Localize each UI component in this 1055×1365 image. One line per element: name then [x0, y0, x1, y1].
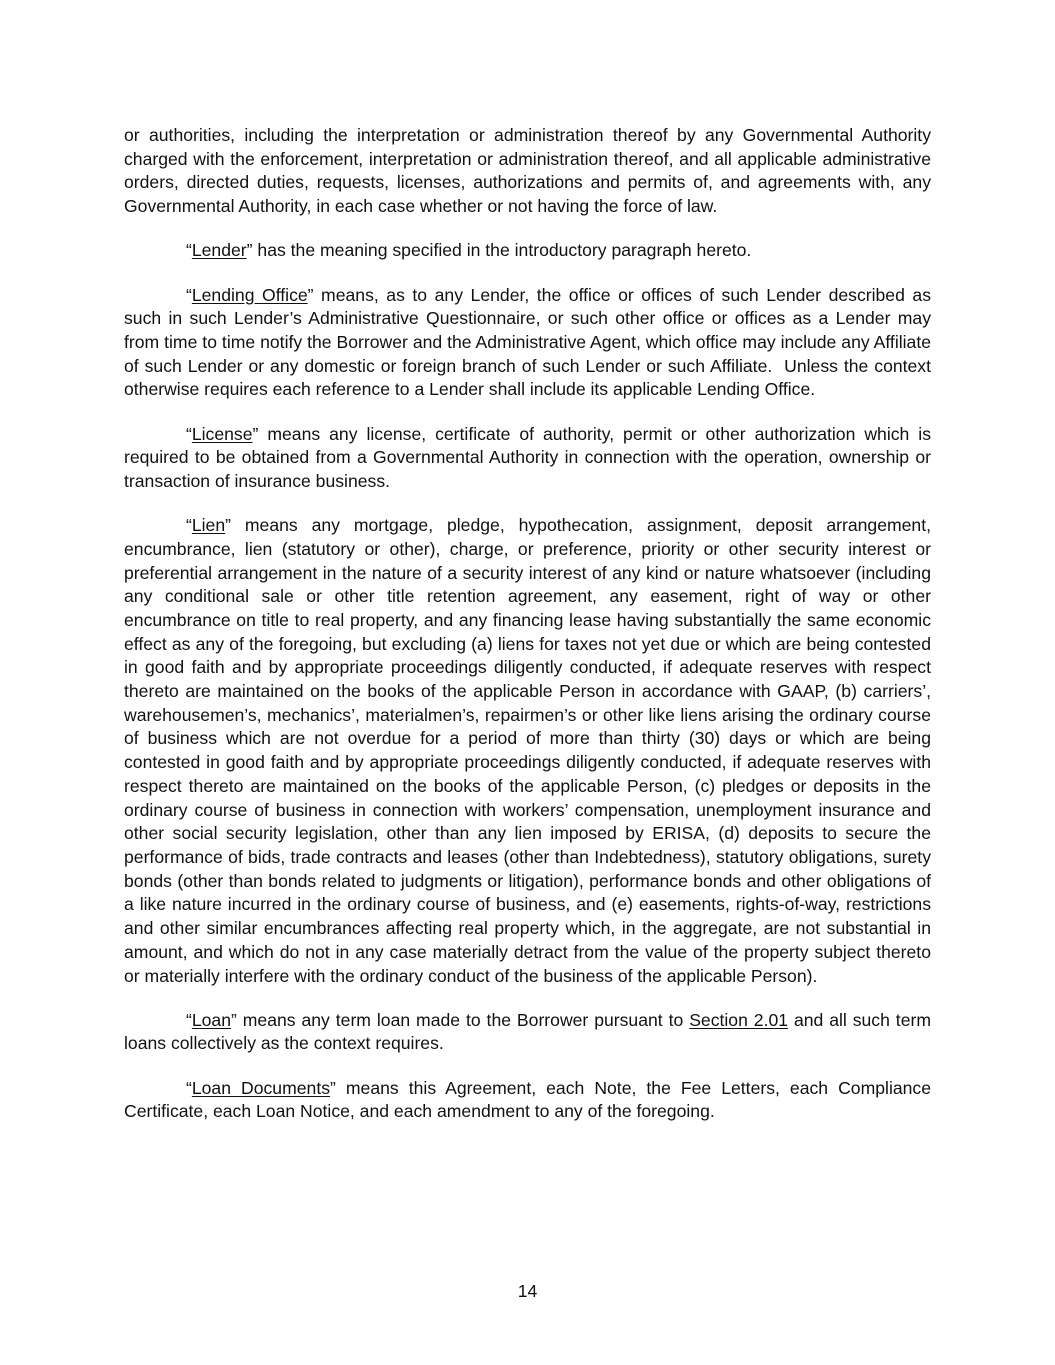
- page-content: [124, 124, 936, 1145]
- close-quote: ”: [225, 515, 231, 536]
- close-quote: ”: [252, 423, 259, 444]
- definition-loan-documents: [124, 1077, 931, 1124]
- open-quote: “: [186, 1077, 192, 1098]
- close-quote: ”: [307, 284, 314, 305]
- open-quote: “: [186, 1009, 192, 1030]
- definition-loan: [124, 1009, 931, 1056]
- open-quote: “: [186, 284, 192, 305]
- definition-text: means any term loan made to the Borrower pursuant to: [236, 1009, 690, 1030]
- definition-license: [124, 423, 931, 494]
- page-number: 14: [517, 1281, 538, 1301]
- definition-text: and all such term loans collectively as the context requires.: [124, 1009, 931, 1054]
- defined-term-lending-office: Lending Office: [191, 284, 308, 305]
- close-quote: ”: [330, 1077, 336, 1098]
- section-reference-link[interactable]: Section 2.01: [689, 1009, 789, 1030]
- definition-text: means this Agreement, each Note, the Fee Letters, each Compliance Certificate, each Loan Notice, and each amendment to any of the foregoing.: [124, 1077, 932, 1122]
- definition-lending-office: [124, 284, 936, 403]
- definition-text: means any license, certificate of authority, permit or other authorization which is required to be obtained from a Governmental Authority in connection with the operation, ownership or transaction of insurance business.: [124, 423, 931, 491]
- paragraph-text: or authorities, including the interpretation or administration thereof by any Governmental Authority charged with the enforcement, interpretation or administration thereof, and all applicable administrative orders, directed duties, requests, licenses, authorizations and permits of, and agreements with, any Governmental Authority, in each case whether or not having the force of law.: [124, 125, 931, 217]
- close-quote: ”: [246, 240, 253, 261]
- defined-term-lien: Lien: [191, 515, 226, 536]
- definition-lender: [124, 239, 931, 263]
- defined-term-loan-documents: Loan Documents: [191, 1077, 331, 1098]
- defined-term-license: License: [191, 423, 253, 444]
- definition-text: means any mortgage, pledge, hypothecation, assignment, deposit arrangement, encumbrance, lien (statutory or other), charge, or preference, priority or other security interest or preferential arrangement in the nature of a security interest of any kind or nature whatsoever (including any conditional sale or other title retention agreement, any easement, right of way or other encumbrance on title to real property, and any financing lease having substantially the same economic effect as any of the foregoing, but excluding (a) liens for taxes not yet due or which are being contested in good faith and by appropriate proceedings diligently conducted, if adequate reserves with respect thereto are maintained on the books of the applicable Person in accordance with GAAP, (b) carriers’, warehousemen’s, mechanics’, materialmen’s, repairmen’s or other like liens arising the ordinary course of business which are not overdue for a period of more than thirty (30) days or which are being contested in good faith and by appropriate proceedings diligently conducted, if adequate reserves with respect thereto are maintained on the books of the applicable Person, (c) pledges or deposits in the ordinary course of business in connection with workers’ compensation, unemployment insurance and other social security legislation, other than any lien imposed by ERISA, (d) deposits to secure the performance of bids, trade contracts and leases (other than Indebtedness), statutory obligations, surety bonds (other than bonds related to judgments or litigation), performance bonds and other obligations of a like nature incurred in the ordinary course of business, and (e) easements, rights-of-way, restrictions and other similar encumbrances affecting real property which, in the aggregate, are not substantial in amount, and which do not in any case materially detract from the value of the property subject thereto or materially interfere with the ordinary conduct of the business of the applicable Person).: [124, 515, 931, 986]
- open-quote: “: [186, 515, 192, 536]
- paragraph-law-continuation: [124, 124, 931, 219]
- defined-term-lender: Lender: [191, 240, 247, 261]
- definition-lien: [124, 514, 931, 988]
- open-quote: “: [186, 423, 192, 444]
- close-quote: ”: [231, 1009, 237, 1030]
- definition-text: means, as to any Lender, the office or offices of such Lender described as such in such Lender’s Administrative Questionnaire, or such other office or offices as a Lender may from time to time notify the Borrower and the Administrative Agent, which office may include any Affiliate of such Lender or any domestic or foreign branch of such Lender or such Affiliate. Unless the context otherwise requires each reference to a Lender shall include its applicable Lending Office.: [124, 284, 936, 400]
- definition-text: has the meaning specified in the introductory paragraph hereto.: [252, 240, 752, 261]
- defined-term-loan: Loan: [191, 1009, 231, 1030]
- open-quote: “: [186, 240, 192, 261]
